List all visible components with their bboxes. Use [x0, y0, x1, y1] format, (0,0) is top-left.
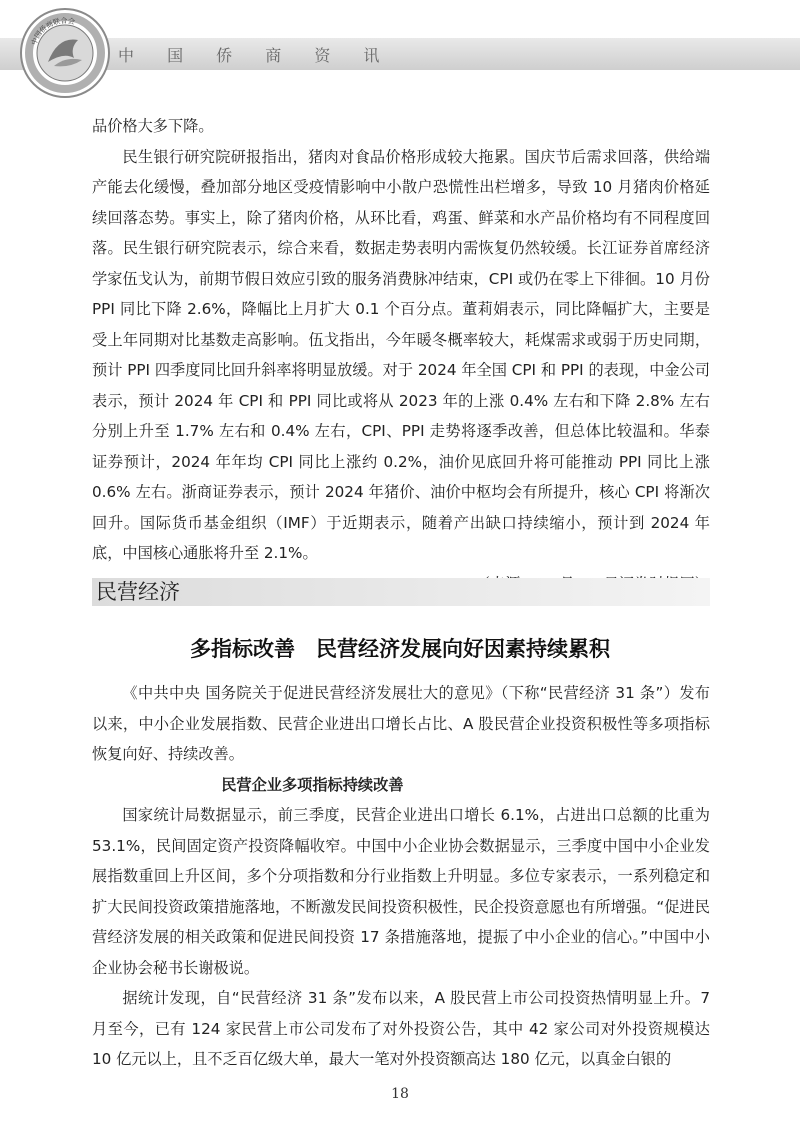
article-body — [92, 678, 710, 1075]
subheading: 民营企业多项指标持续改善 — [221, 775, 404, 794]
section-band — [92, 578, 710, 606]
paragraph: 民生银行研究院研报指出，猪肉对食品价格形成较大拖累。国庆节后需求回落，供给端产能去化缓慢，叠加部分地区受疫情影响中小散户恐慌性出栏增多，导致 10 月猪肉价格延续回落态势。事实上，除了猪肉价格，从环比看，鸡蛋、鲜菜和水产品价格均有不同程度回落。民生银行研究院表示，综合来看，数据走势表明内需恢复仍然较缓。长江证券首席经济学家伍戈认为，前期节假日效应引致的服务消费脉冲结束，CPI 或仍在零上下徘徊。10 月份 PPI 同比下降 2.6%，降幅比上月扩大 0.1 个百分点。董莉娟表示，同比降幅扩大，主要是受上年同期对比基数走高影响。伍戈指出，今年暖冬概率较大，耗煤需求或弱于历史同期，预计 PPI 四季度同比回升斜率将明显放缓。对于 2024 年全国 CPI 和 PPI 的表现，中金公司表示，预计 2024 年 CPI 和 PPI 同比或将从 2023 年的上涨 0.4% 左右和下降 2.8% 左右分别上升至 1.7% 左右和 0.4% 左右，CPI、PPI 走势将逐季改善，但总体比较温和。华泰证券预计，2024 年年均 CPI 同比上涨约 0.2%，油价见底回升将可能推动 PPI 同比上涨 0.6% 左右。浙商证券表示，预计 2024 年猪价、油价中枢均会有所提升，核心 CPI 将渐次回升。国际货币基金组织（IMF）于近期表示，随着产出缺口持续缩小，预计到 2024 年底，中国核心通胀将升至 2.1%。 — [92, 147, 710, 562]
article-title: 多指标改善 民营经济发展向好因素持续累积 — [190, 637, 610, 661]
section-label: 民营经济 — [96, 580, 180, 604]
article-continued — [92, 111, 710, 599]
logo-text: 中国侨商联合会 — [30, 16, 76, 47]
logo-emblem — [18, 6, 112, 100]
intro-paragraph: 《中共中央 国务院关于促进民营经济发展壮大的意见》（下称“民营经济 31 条”）发布以来，中小企业发展指数、民营企业进出口增长占比、A 股民营企业投资积极性等多项指标恢复向好、持续改善。 — [92, 684, 710, 763]
paragraph: 据统计发现，自“民营经济 31 条”发布以来，A 股民营上市公司投资热情明显上升。7 月至今，已有 124 家民营上市公司发布了对外投资公告，其中 42 家公司对外投资规模达 10 亿元以上，且不乏百亿级大单，最大一笔对外投资额高达 180 亿元，以真金白银的 — [92, 989, 710, 1068]
paragraph-continued: 品价格大多下降。 — [92, 117, 214, 135]
header-title: 中 国 侨 商 资 讯 — [118, 46, 394, 65]
page-number: 18 — [391, 1086, 409, 1102]
paragraph: 国家统计局数据显示，前三季度，民营企业进出口增长 6.1%，占进出口总额的比重为 53.1%，民间固定资产投资降幅收窄。中国中小企业协会数据显示，三季度中国中小企业发展指数重回上升区间，多个分项指数和分行业指数上升明显。多位专家表示，一系列稳定和扩大民间投资政策措施落地，不断激发民间投资积极性，民企投资意愿也有所增强。“促进民营经济发展的相关政策和促进民间投资 17 条措施落地，提振了中小企业的信心。”中国中小企业协会秘书长谢极说。 — [92, 806, 710, 977]
